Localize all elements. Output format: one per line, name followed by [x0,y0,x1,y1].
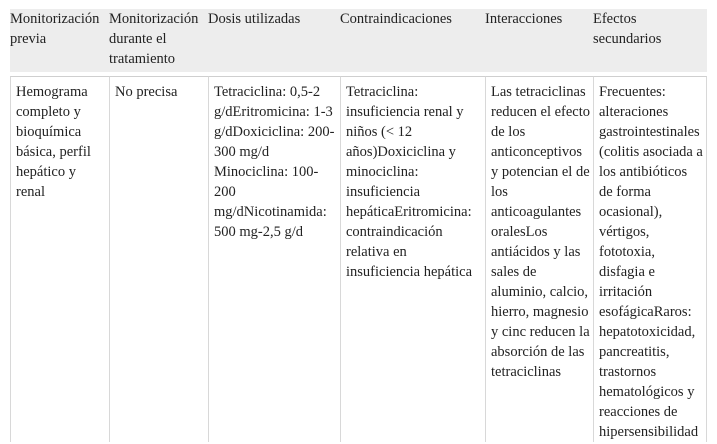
cell-monitorizacion-durante: No precisa [109,76,208,442]
cell-contraindicaciones: Tetraciclina: insuficiencia renal y niños (< 12 años)Doxiciclina y minociclina: insuficiencia hepáticaEritromicina: contraindicación relativa en insuficiencia hepática [340,76,485,442]
drug-table [10,9,707,442]
header-contraindicaciones: Contraindicaciones [340,9,485,72]
header-dosis: Dosis utilizadas [208,9,340,72]
cell-monitorizacion-previa: Hemograma completo y bioquímica básica, perfil hepático y renal [10,76,109,442]
header-monitorizacion-previa: Monitorización previa [10,9,109,72]
cell-efectos-secundarios: Frecuentes: alteraciones gastrointestinales (colitis asociada a los antibióticos de forma ocasional), vértigos, fototoxia, disfagia e irritación esofágicaRaros: hepatotoxicidad, pancreatitis, trastornos hematológicos y reacciones de hipersensibilidad [593,76,707,442]
cell-interacciones: Las tetraciclinas reducen el efecto de los anticonceptivos y potencian el de los anticoagulantes oralesLos antiácidos y las sales de aluminio, calcio, hierro, magnesio y cinc reducen la absorción de las tetraciclinas [485,76,593,442]
table-header-row [10,9,707,72]
cell-dosis: Tetraciclina: 0,5-2 g/dEritromicina: 1-3 g/dDoxiciclina: 200-300 mg/d Minociclina: 100-200 mg/dNicotinamida: 500 mg-2,5 g/d [208,76,340,442]
header-efectos-secundarios: Efectos secundarios [593,9,707,72]
table-row [10,76,707,442]
drug-table-container [10,9,707,442]
header-monitorizacion-durante: Monitorización durante el tratamiento [109,9,208,72]
header-interacciones: Interacciones [485,9,593,72]
